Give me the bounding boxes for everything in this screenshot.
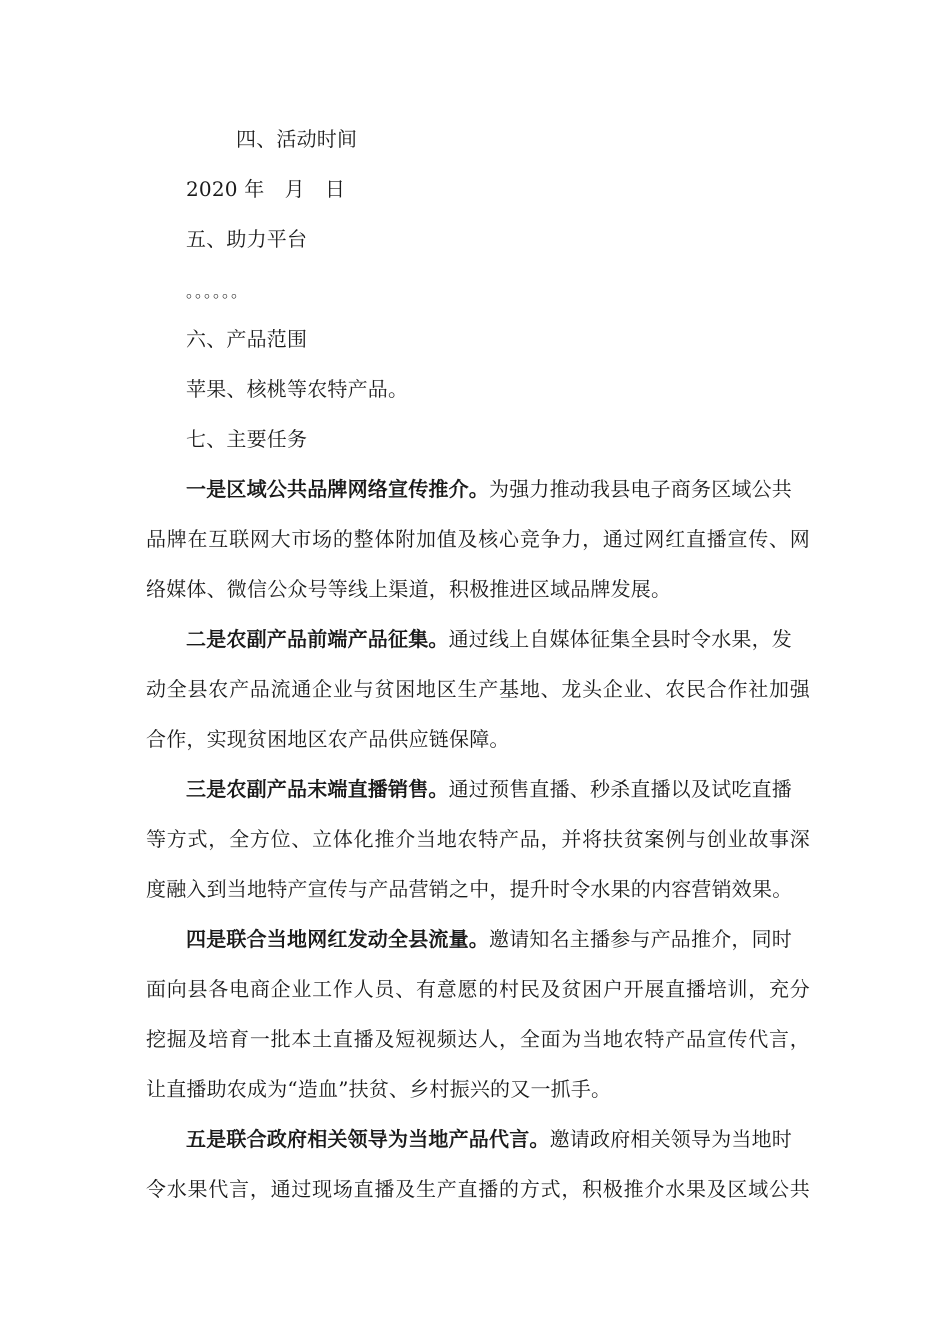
task-2-line-2: 动全县农产品流通企业与贫困地区生产基地、龙头企业、农民合作社加强 xyxy=(146,677,810,701)
task-1-title: 一是区域公共品牌网络宣传推介。 xyxy=(186,477,489,501)
activity-date: 2020 年 月 日 xyxy=(186,177,346,201)
task-4-line-4: 让直播助农成为“造血”扶贫、乡村振兴的又一抓手。 xyxy=(146,1077,612,1101)
task-5-line-2: 令水果代言，通过现场直播及生产直播的方式，积极推介水果及区域公共 xyxy=(146,1177,810,1201)
task-3-text-start: 通过预售直播、秒杀直播以及试吃直播 xyxy=(448,777,793,801)
task-1-text-start: 为强力推动我县电子商务区域公共 xyxy=(489,477,792,501)
task-2-text-start: 通过线上自媒体征集全县时令水果，发 xyxy=(448,627,793,651)
task-3-title: 三是农副产品末端直播销售。 xyxy=(186,777,449,801)
task-1-paragraph-line-1 xyxy=(186,477,810,501)
task-3-line-2: 等方式，全方位、立体化推介当地农特产品，并将扶贫案例与创业故事深 xyxy=(146,827,810,851)
task-2-paragraph-line-1 xyxy=(186,627,810,651)
task-4-title: 四是联合当地网红发动全县流量。 xyxy=(186,927,489,951)
task-2-title: 二是农副产品前端产品征集。 xyxy=(186,627,449,651)
task-5-paragraph-line-1 xyxy=(186,1127,810,1151)
task-4-line-2: 面向县各电商企业工作人员、有意愿的村民及贫困户开展直播培训，充分 xyxy=(146,977,810,1001)
task-4-paragraph-line-1 xyxy=(186,927,810,951)
task-2-line-3: 合作，实现贫困地区农产品供应链保障。 xyxy=(146,727,510,751)
product-scope: 苹果、核桃等农特产品。 xyxy=(186,377,409,401)
task-4-line-3: 挖掘及培育一批本土直播及短视频达人，全面为当地农特产品宣传代言， xyxy=(146,1027,810,1051)
section-6-heading: 六、产品范围 xyxy=(186,327,308,351)
task-1-line-2: 品牌在互联网大市场的整体附加值及核心竞争力，通过网红直播宣传、网 xyxy=(146,527,810,551)
task-5-title: 五是联合政府相关领导为当地产品代言。 xyxy=(186,1127,550,1151)
task-4-text-start: 邀请知名主播参与产品推介，同时 xyxy=(489,927,792,951)
task-3-line-3: 度融入到当地特产宣传与产品营销之中，提升时令水果的内容营销效果。 xyxy=(146,877,793,901)
platform-placeholder: 。。。。。。 xyxy=(186,282,249,301)
section-4-heading: 四、活动时间 xyxy=(236,127,358,151)
task-5-text-start: 邀请政府相关领导为当地时 xyxy=(549,1127,793,1151)
task-3-paragraph-line-1 xyxy=(186,777,810,801)
task-1-line-3: 络媒体、微信公众号等线上渠道，积极推进区域品牌发展。 xyxy=(146,577,672,601)
section-7-heading: 七、主要任务 xyxy=(186,427,308,451)
section-5-heading: 五、助力平台 xyxy=(186,227,308,251)
